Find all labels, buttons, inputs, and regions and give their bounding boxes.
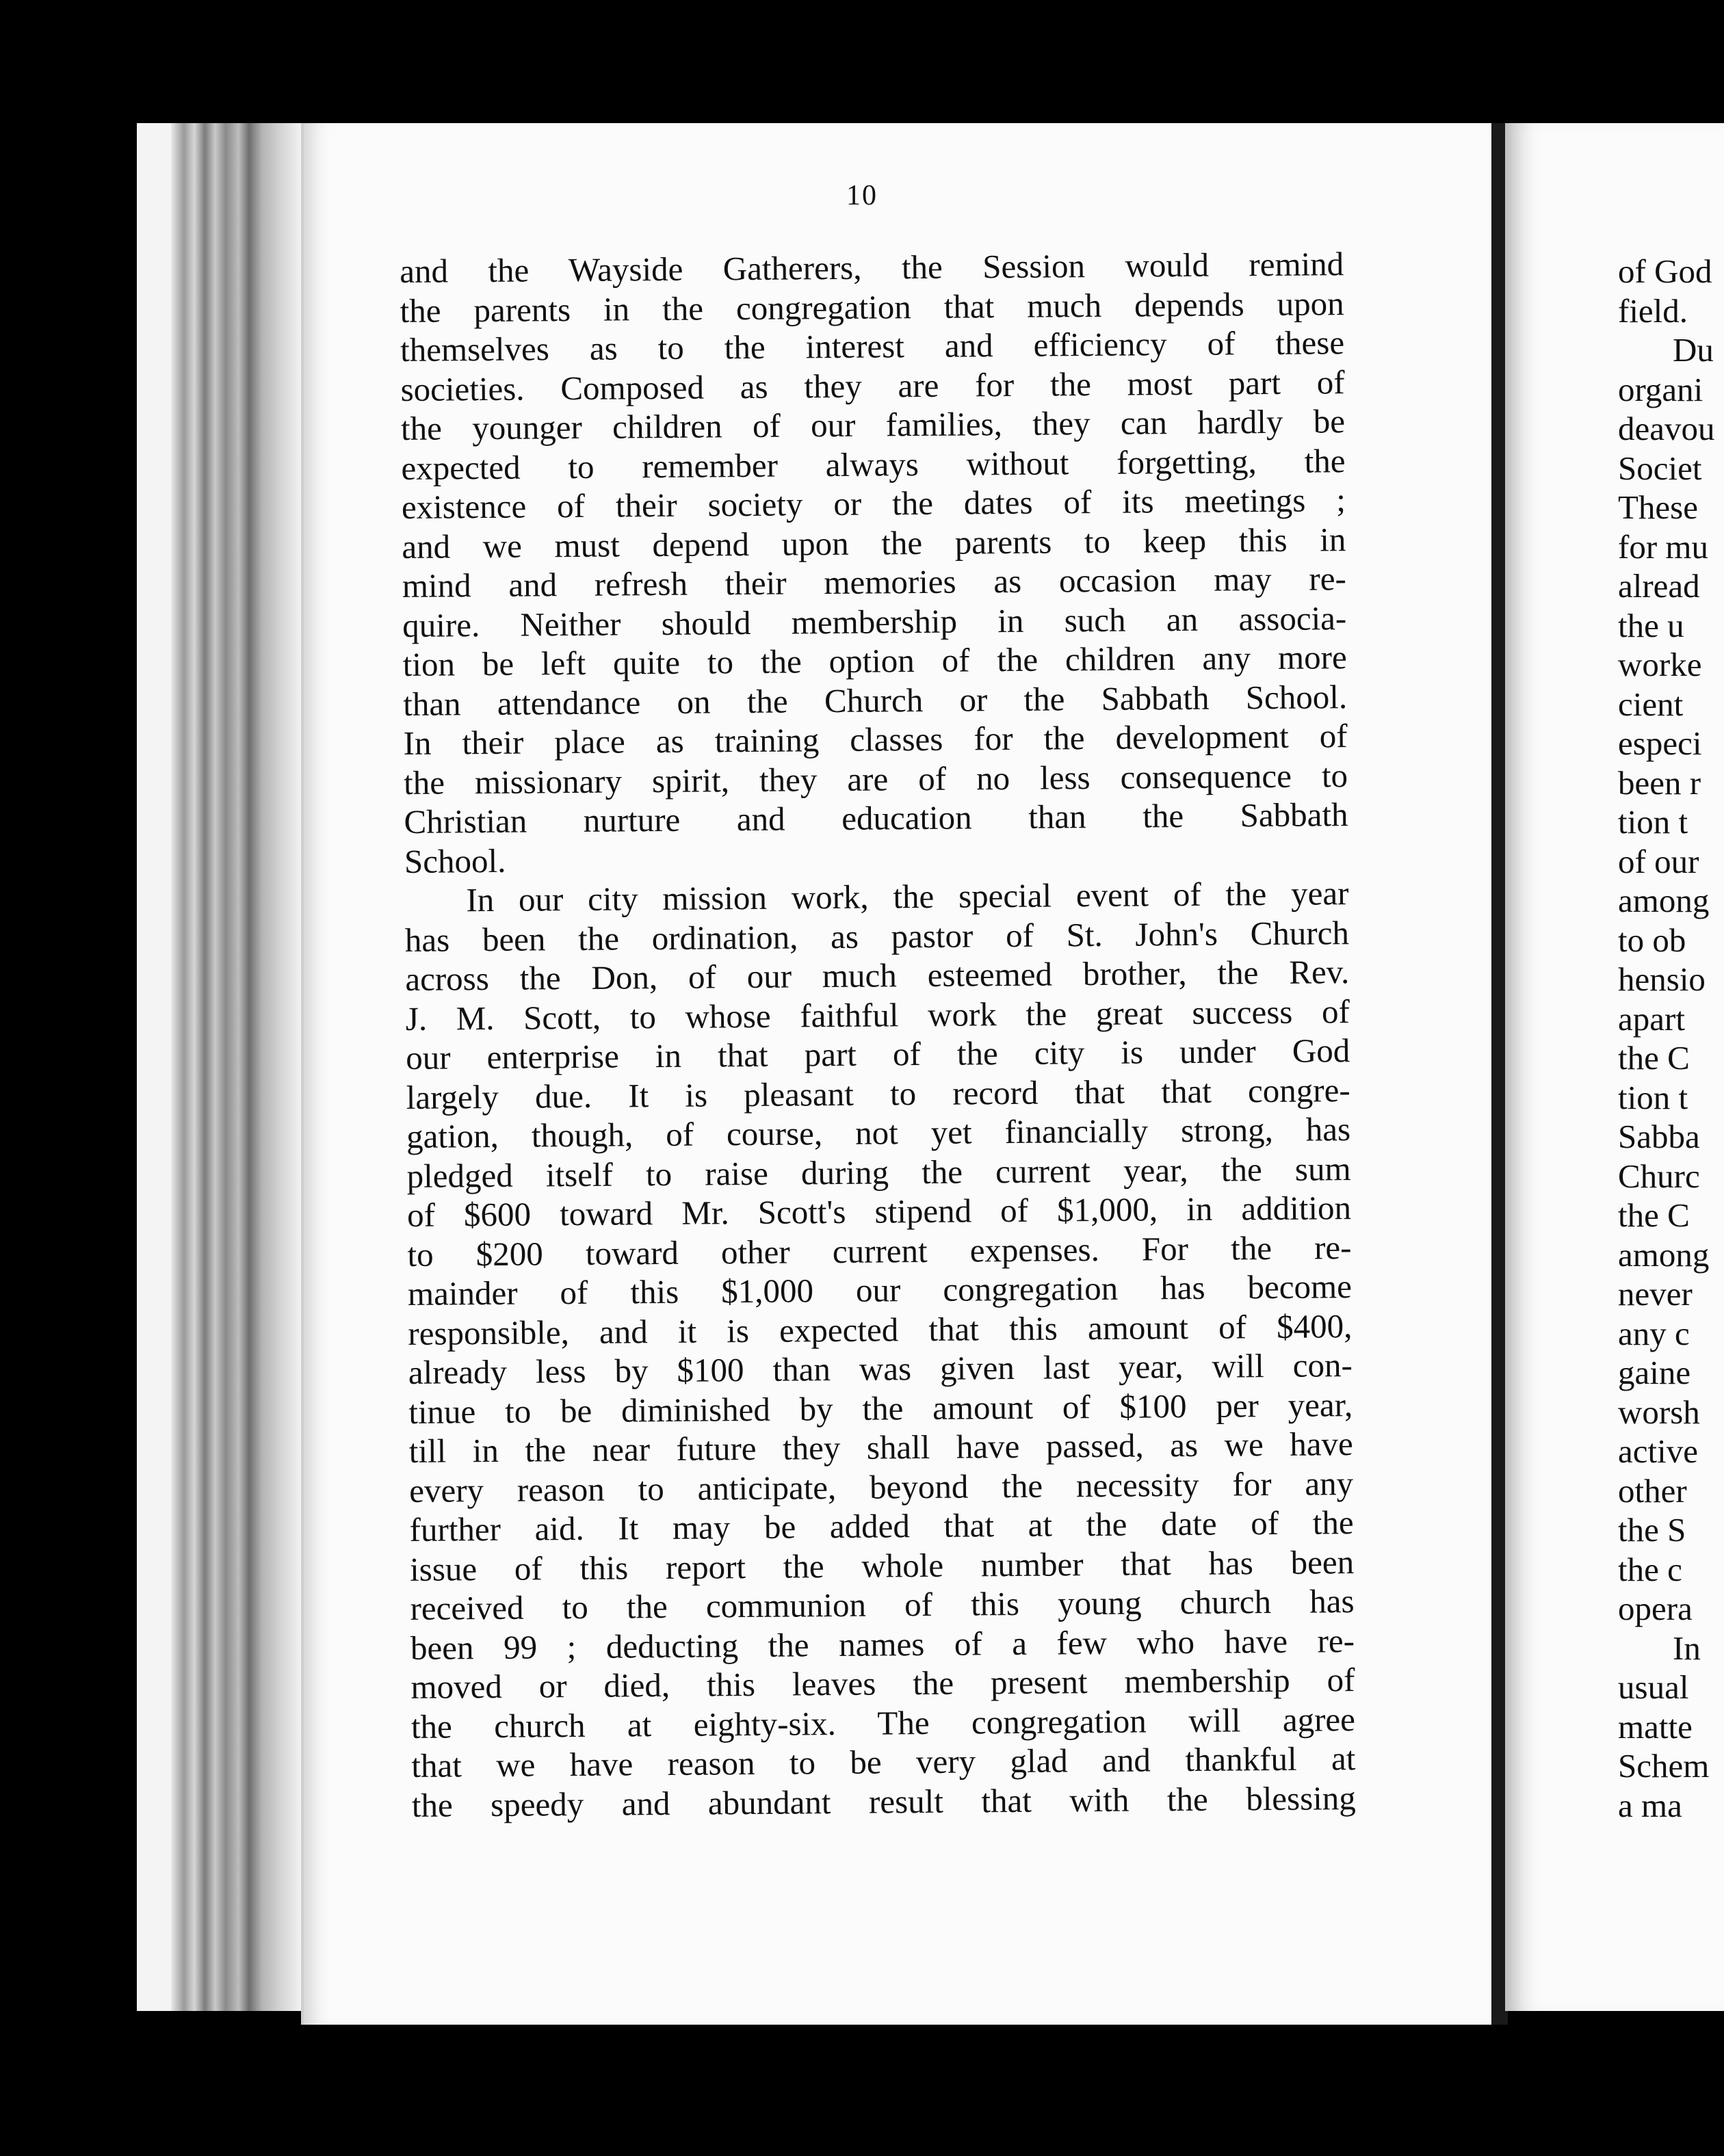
text-line: among [1618,1235,1710,1274]
text-line: tion t [1618,1078,1688,1116]
text-line: matte [1618,1707,1693,1746]
text-line: of our [1618,842,1699,880]
text-line: School. [404,841,506,880]
text-line: Du [1673,331,1714,369]
text-line: our enterprise in that part of the city is under God [406,1031,1350,1077]
text-line: themselves as to the interest and efficiency of these [400,324,1345,369]
text-line: the church at eighty-six. The congregation will agree [410,1700,1356,1746]
right-page-text [1618,252,1724,1825]
text-line: other [1618,1471,1687,1510]
page-edges [171,123,301,2011]
text-line: that we have reason to be very glad and thankful at [411,1739,1356,1785]
text-line: been r [1618,763,1701,802]
text-line: largely due. It is pleasant to record that that congre- [406,1070,1350,1116]
text-line: and we must depend upon the parents to keep this in [402,520,1346,566]
text-line: the missionary spirit, they are of no less consequence to [403,756,1348,802]
text-line: of God [1618,252,1712,290]
text-line: received to the communion of this young church has [410,1582,1355,1627]
text-line: the S [1618,1511,1686,1549]
text-line: J. M. Scott, to whose faithful work the great success of [405,992,1350,1038]
text-line: Sabba [1618,1118,1700,1155]
text-line: the u [1618,606,1684,644]
text-line: pledged itself to raise during the current year, the sum [406,1149,1351,1195]
text-line: quire. Neither should membership in such an associa- [402,599,1347,644]
text-line: the C [1618,1196,1690,1234]
text-line: the speedy and abundant result that with the blessing [411,1778,1357,1824]
text-line: deavou [1618,410,1715,447]
text-line: opera [1618,1590,1693,1627]
page-number: 10 [846,180,878,211]
text-line: apart [1618,999,1685,1038]
text-line: among [1618,882,1710,919]
text-line: expected to remember always without forgetting, the [401,441,1346,487]
text-line: been 99 ; deducting the names of a few who have re- [410,1621,1355,1667]
text-line: gaine [1618,1354,1691,1391]
text-line: These [1618,488,1698,526]
text-line: has been the ordination, as pastor of St. John's Church [404,913,1350,959]
text-line: especi [1618,724,1702,762]
text-line: every reason to anticipate, beyond the necessity for any [409,1464,1354,1510]
text-line: moved or died, this leaves the present membership of [410,1661,1355,1706]
text-line: Societ [1618,449,1702,487]
text-line: active [1618,1432,1698,1470]
text-line: cient [1618,685,1684,723]
text-line: and the Wayside Gatherers, the Session would remind [400,245,1344,290]
text-line: field. [1618,291,1688,330]
text-line: worsh [1618,1393,1700,1431]
text-line: tion t [1618,803,1688,841]
text-line: of $600 toward Mr. Scott's stipend of $1,000, in addition [406,1189,1352,1234]
text-line: till in the near future they shall have passed, as we have [408,1425,1353,1470]
text-line: organi [1618,370,1703,408]
text-line: gation, though, of course, not yet financially strong, has [406,1110,1351,1155]
text-line: In our city mission work, the special event of the year [466,874,1349,919]
text-line: alread [1618,567,1700,605]
text-line: Churc [1618,1157,1700,1195]
text-line: Christian nurture and education than the Sabbath [404,796,1348,841]
text-line: than attendance on the Church or the Sabbath School. [402,677,1348,723]
text-line: issue of this report the whole number that has been [409,1542,1355,1588]
text-line: Schem [1618,1747,1710,1785]
text-line: never [1618,1275,1693,1313]
text-line: tion be left quite to the option of the children any more [402,638,1347,683]
text-line: the younger children of our families, they can hardly be [400,402,1346,447]
text-line: for mu [1618,527,1708,566]
text-line: further aid. It may be added that at the date of the [409,1503,1354,1549]
text-line: mind and refresh their memories as occasion may re- [402,560,1347,605]
text-line: tinue to be diminished by the amount of $100 per year, [408,1385,1353,1431]
text-line: In [1673,1629,1701,1667]
text-line: hensio [1618,960,1706,998]
text-line: the parents in the congregation that much depends upon [400,284,1344,330]
text-line: usual [1618,1668,1689,1706]
text-line: worke [1618,646,1702,683]
text-line: In their place as training classes for the development of [403,717,1348,762]
text-line: the C [1618,1039,1690,1077]
text-line: mainder of this $1,000 our congregation has become [407,1267,1353,1313]
text-line: across the Don, of our much esteemed brother, the Rev. [405,953,1350,998]
text-line: the c [1618,1550,1682,1588]
text-line: responsible, and it is expected that this amount of $400, [408,1306,1353,1352]
text-line: existence of their society or the dates of its meetings ; [401,481,1346,526]
text-line: any c [1618,1314,1690,1352]
left-page-text [400,244,1356,1825]
text-line: to $200 toward other current expenses. For the re- [407,1228,1352,1274]
text-line: societies. Composed as they are for the most part of [400,363,1345,408]
text-line: already less by $100 than was given last year, will con- [408,1346,1353,1391]
text-line: to ob [1618,921,1686,959]
text-line: a ma [1618,1786,1682,1824]
